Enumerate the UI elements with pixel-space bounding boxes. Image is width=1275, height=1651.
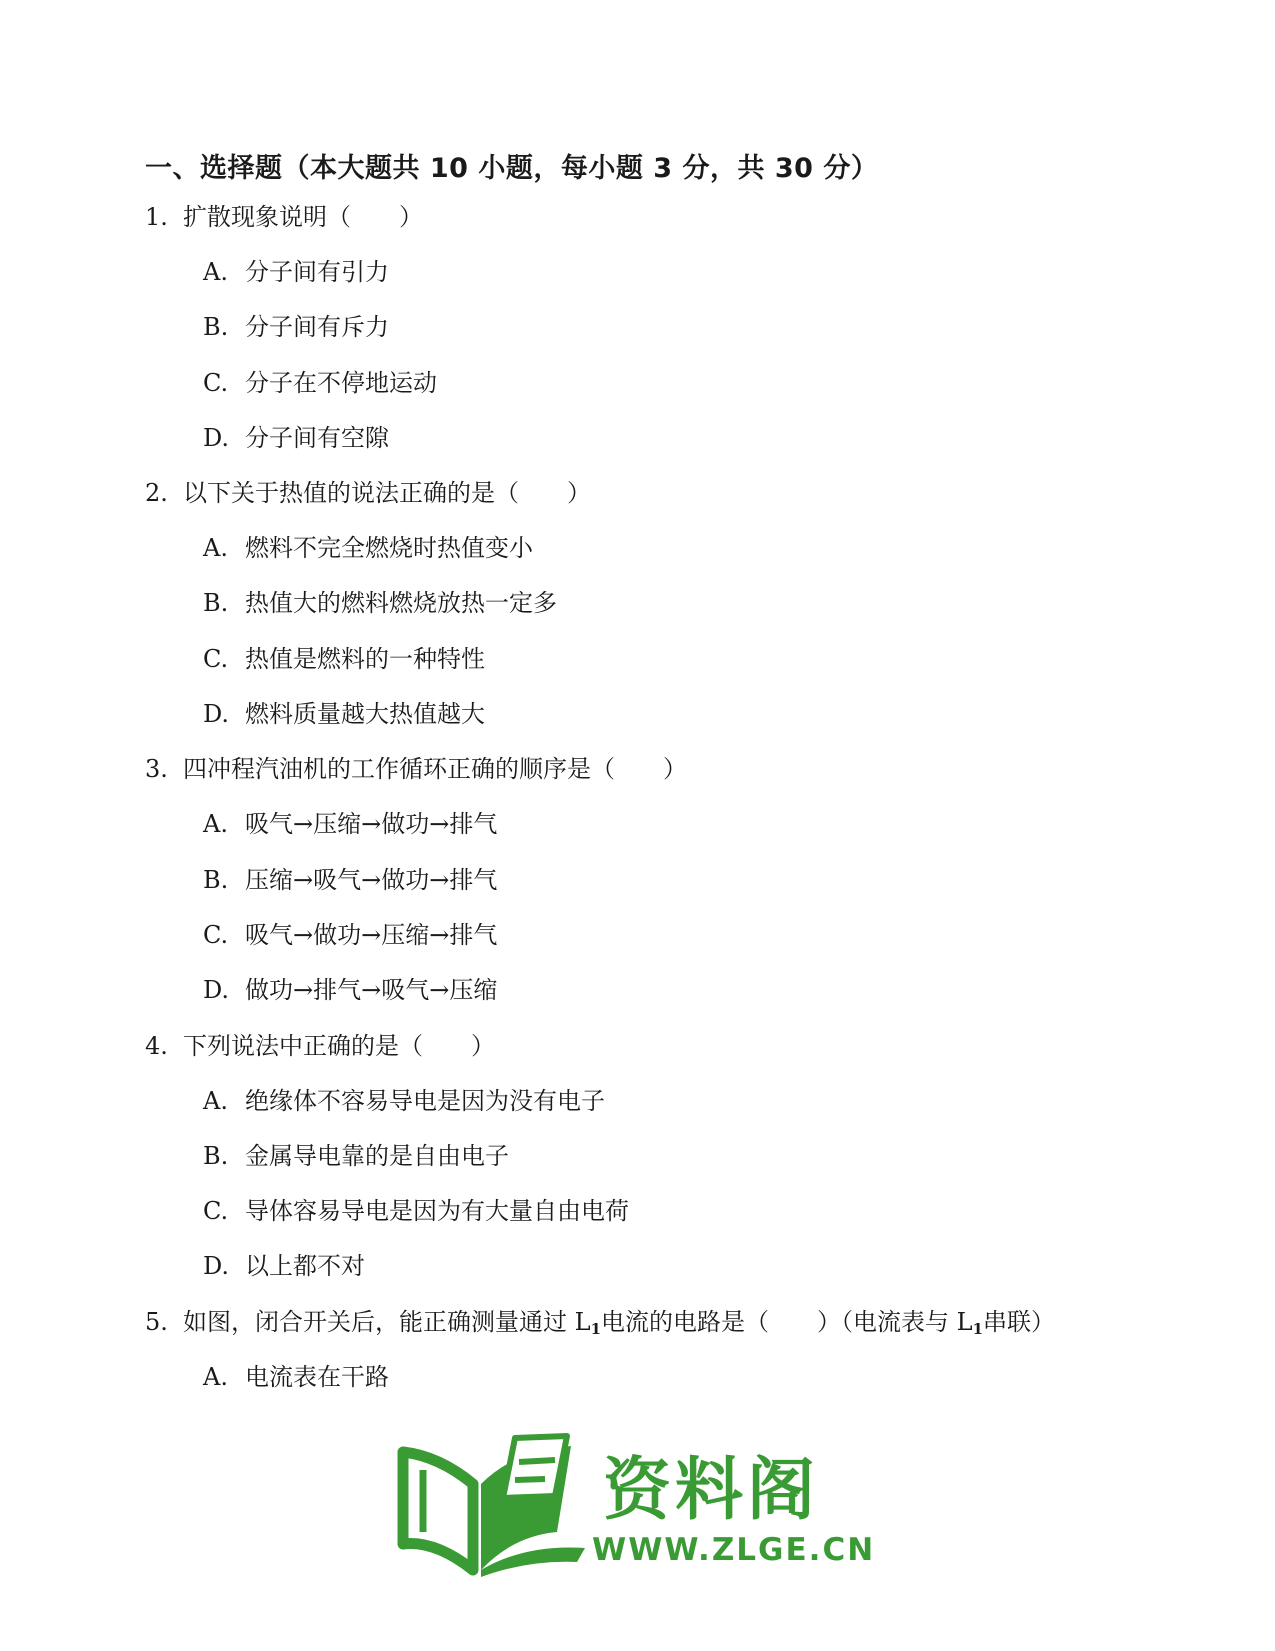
option-1d [203,422,389,454]
option-letter: A. [203,1363,228,1391]
option-letter: B. [203,313,229,341]
option-letter: B. [203,866,229,894]
option-letter: C. [203,921,229,949]
option-text: 绝缘体不容易导电是因为没有电子 [245,1087,605,1115]
option-4d [203,1250,365,1282]
option-4b [203,1140,509,1172]
open-book-icon [395,1432,595,1577]
question-5 [145,1306,1055,1345]
question-stem: 以下关于热值的说法正确的是（ ） [183,479,591,507]
question-number: 1. [145,203,168,231]
subscript: 1 [972,1320,984,1338]
option-letter: D. [203,424,230,452]
option-4a [203,1085,605,1117]
option-text: 热值大的燃料燃烧放热一定多 [245,589,557,617]
option-4c [203,1195,629,1227]
subscript: 1 [590,1320,602,1338]
option-2c [203,643,485,675]
option-letter: D. [203,976,230,1004]
option-text: 燃料不完全燃烧时热值变小 [245,534,533,562]
option-2d [203,698,485,730]
option-2b [203,587,557,619]
option-letter: D. [203,1252,230,1280]
option-3d [203,974,497,1006]
option-2a [203,532,533,564]
option-text: 分子间有空隙 [245,424,389,452]
question-stem: 四冲程汽油机的工作循环正确的顺序是（ ） [183,755,687,783]
option-text: 吸气→做功→压缩→排气 [245,921,498,949]
question-number: 5. [145,1308,168,1336]
option-1a [203,256,389,288]
option-text: 燃料质量越大热值越大 [245,700,485,728]
option-letter: A. [203,1087,228,1115]
option-letter: B. [203,1142,229,1170]
question-stem: 扩散现象说明（ ） [183,203,423,231]
question-number: 4. [145,1032,168,1060]
watermark [395,1432,876,1582]
question-1 [145,201,423,233]
option-text: 热值是燃料的一种特性 [245,645,485,673]
option-text: 压缩→吸气→做功→排气 [245,866,498,894]
question-number: 3. [145,755,168,783]
option-text: 电流表在干路 [245,1363,389,1391]
question-4 [145,1030,495,1062]
option-3c [203,919,497,951]
option-1b [203,311,389,343]
option-letter: C. [203,369,229,397]
option-3b [203,864,497,896]
question-stem-part: 电流的电路是（ ）（电流表与 L [601,1308,973,1336]
option-5a [203,1361,389,1393]
option-text: 做功→排气→吸气→压缩 [245,976,498,1004]
option-text: 吸气→压缩→做功→排气 [245,810,498,838]
option-letter: C. [203,645,229,673]
option-text: 以上都不对 [245,1252,365,1280]
question-stem-part: 如图，闭合开关后，能正确测量通过 L [183,1308,591,1336]
option-text: 分子间有引力 [245,258,389,286]
watermark-url: WWW.ZLGE.CN [592,1532,876,1568]
option-letter: A. [203,534,228,562]
option-text: 金属导电靠的是自由电子 [245,1142,509,1170]
option-letter: D. [203,700,230,728]
question-2 [145,477,591,509]
option-letter: A. [203,258,228,286]
question-3 [145,753,687,785]
watermark-name: 资料阁 [603,1451,820,1530]
question-stem: 下列说法中正确的是（ ） [183,1032,495,1060]
option-text: 分子在不停地运动 [245,369,437,397]
option-1c [203,367,437,399]
option-letter: C. [203,1197,229,1225]
option-letter: B. [203,589,229,617]
option-3a [203,808,497,840]
option-text: 分子间有斥力 [245,313,389,341]
option-text: 导体容易导电是因为有大量自由电荷 [245,1197,629,1225]
option-letter: A. [203,810,228,838]
question-stem-part: 串联） [983,1308,1056,1336]
section-title: 一、选择题（本大题共 10 小题，每小题 3 分，共 30 分） [145,153,879,184]
question-number: 2. [145,479,168,507]
